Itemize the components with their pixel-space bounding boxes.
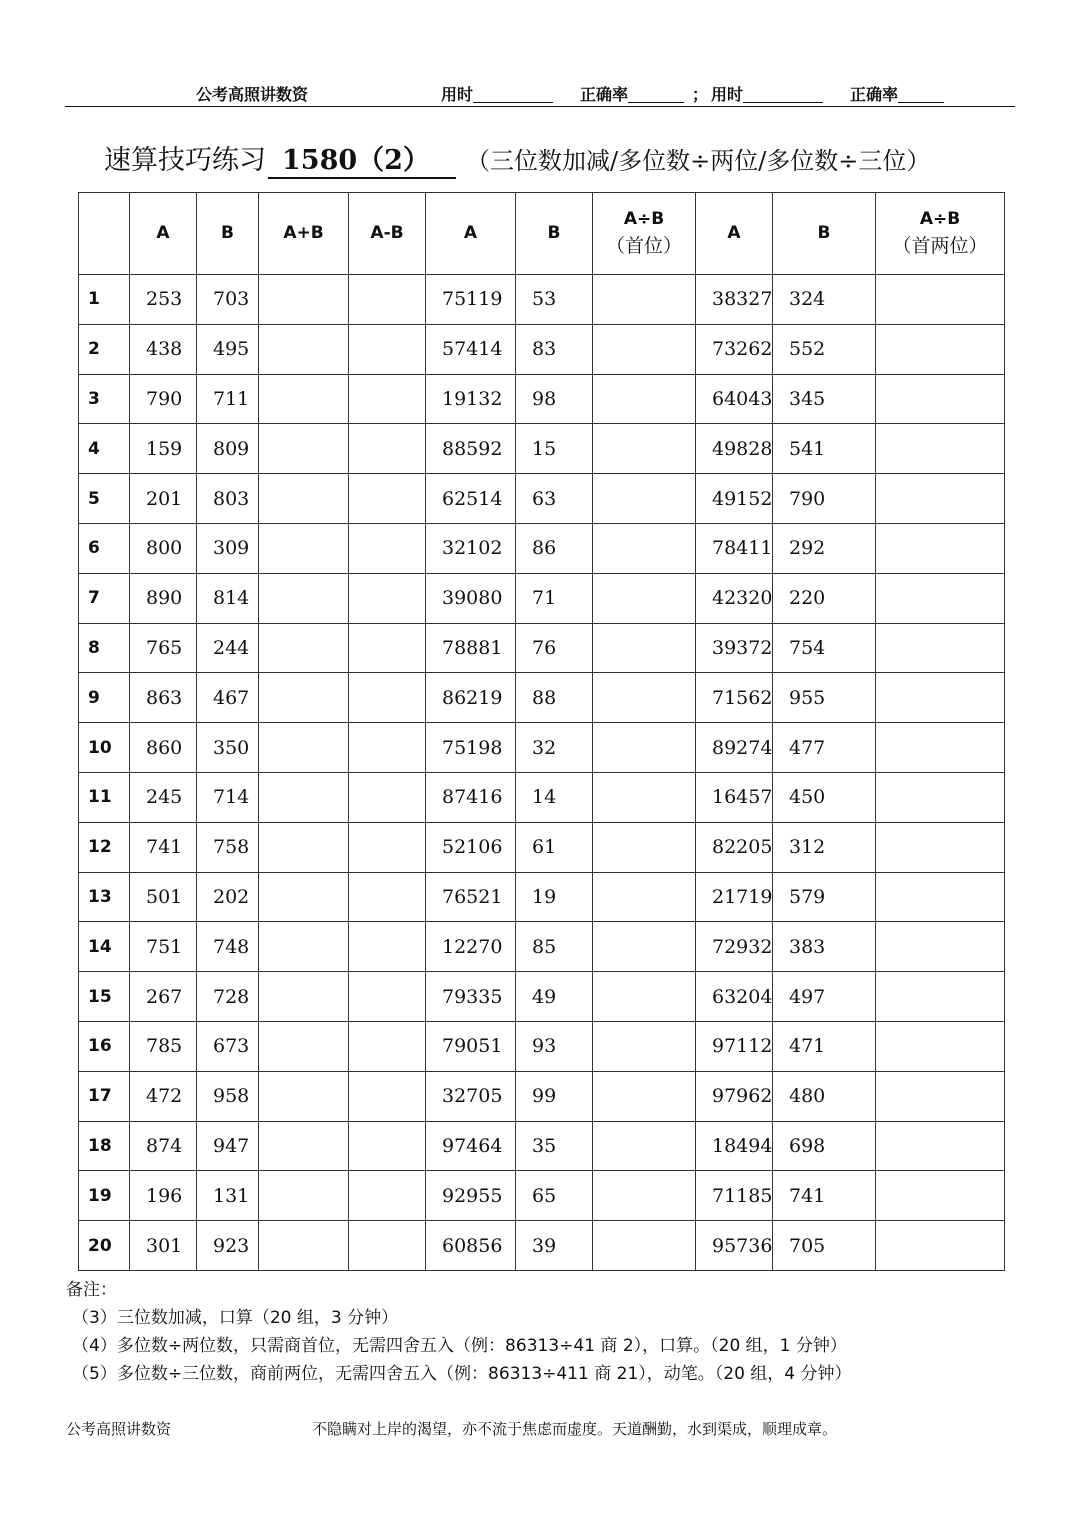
table-row [79, 523, 1005, 573]
cell-a-2: 75198 [426, 723, 516, 773]
row-index: 10 [79, 723, 130, 773]
cell-a-1: 253 [130, 275, 197, 325]
cell-a-2: 19132 [426, 374, 516, 424]
answer-diff[interactable] [349, 723, 426, 773]
answer-diff[interactable] [349, 1171, 426, 1221]
cell-a-1: 196 [130, 1171, 197, 1221]
cell-a-3: 39372 [696, 623, 773, 673]
cell-a-1: 765 [130, 623, 197, 673]
answer-sum[interactable] [259, 374, 349, 424]
row-index: 16 [79, 1021, 130, 1071]
cell-b-1: 350 [197, 723, 259, 773]
accuracy-field-1 [580, 82, 628, 105]
title-subtitle: （三位数加减/多位数÷两位/多位数÷三位） [466, 147, 931, 175]
cell-a-2: 76521 [426, 872, 516, 922]
cell-a-2: 57414 [426, 324, 516, 374]
cell-a-1: 890 [130, 573, 197, 623]
cell-b-2: 39 [516, 1221, 593, 1271]
answer-quotient-two[interactable] [876, 523, 1005, 573]
cell-b-2: 32 [516, 723, 593, 773]
cell-a-1: 245 [130, 772, 197, 822]
answer-diff[interactable] [349, 374, 426, 424]
cell-b-2: 65 [516, 1171, 593, 1221]
cell-a-2: 86219 [426, 673, 516, 723]
answer-diff[interactable] [349, 972, 426, 1022]
header-quotient-two-sub: （首两位） [892, 235, 988, 257]
cell-b-1: 711 [197, 374, 259, 424]
notes [66, 1276, 852, 1388]
cell-a-2: 62514 [426, 474, 516, 524]
row-index: 19 [79, 1171, 130, 1221]
cell-b-1: 803 [197, 474, 259, 524]
answer-quotient-first[interactable] [593, 673, 696, 723]
answer-diff[interactable] [349, 474, 426, 524]
answer-quotient-two[interactable] [876, 922, 1005, 972]
cell-a-2: 78881 [426, 623, 516, 673]
cell-b-2: 99 [516, 1071, 593, 1121]
cell-b-2: 98 [516, 374, 593, 424]
row-index: 6 [79, 523, 130, 573]
cell-a-3: 73262 [696, 324, 773, 374]
cell-b-3: 383 [773, 922, 876, 972]
cell-b-2: 61 [516, 822, 593, 872]
cell-a-1: 267 [130, 972, 197, 1022]
header-brand: 公考高照讲数资 [196, 85, 309, 104]
time-blank-1[interactable] [473, 86, 553, 103]
answer-sum[interactable] [259, 573, 349, 623]
answer-quotient-two[interactable] [876, 872, 1005, 922]
cell-b-1: 758 [197, 822, 259, 872]
row-index: 20 [79, 1221, 130, 1271]
row-index: 12 [79, 822, 130, 872]
table-row [79, 275, 1005, 325]
cell-b-1: 703 [197, 275, 259, 325]
note-item: （4）多位数÷两位数，只需商首位，无需四舍五入（例：86313÷41 商 2），口算。（20 组，1 分钟） [72, 1336, 847, 1356]
header-b-1: B [197, 193, 259, 275]
cell-a-1: 201 [130, 474, 197, 524]
answer-quotient-two[interactable] [876, 374, 1005, 424]
cell-b-3: 345 [773, 374, 876, 424]
cell-a-2: 32102 [426, 523, 516, 573]
answer-quotient-two[interactable] [876, 1121, 1005, 1171]
answer-quotient-two[interactable] [876, 623, 1005, 673]
accuracy-label-2: 正确率 [850, 85, 899, 104]
row-index: 11 [79, 772, 130, 822]
row-index: 4 [79, 424, 130, 474]
cell-a-1: 785 [130, 1021, 197, 1071]
answer-quotient-first[interactable] [593, 723, 696, 773]
answer-diff[interactable] [349, 1121, 426, 1171]
footer-motto: 不隐瞒对上岸的渴望，亦不流于焦虑而虚度。天道酬勤，水到渠成，顺理成章。 [312, 1420, 838, 1438]
answer-diff[interactable] [349, 772, 426, 822]
answer-sum[interactable] [259, 723, 349, 773]
cell-a-3: 95736 [696, 1221, 773, 1271]
time-field-2 [711, 82, 743, 105]
cell-b-3: 754 [773, 623, 876, 673]
cell-b-3: 312 [773, 822, 876, 872]
cell-a-3: 64043 [696, 374, 773, 424]
cell-b-2: 88 [516, 673, 593, 723]
cell-b-3: 552 [773, 324, 876, 374]
header-a-1: A [130, 193, 197, 275]
cell-a-1: 438 [130, 324, 197, 374]
row-index: 3 [79, 374, 130, 424]
cell-b-1: 495 [197, 324, 259, 374]
answer-quotient-two[interactable] [876, 723, 1005, 773]
answer-quotient-first[interactable] [593, 1021, 696, 1071]
page-header [0, 78, 1080, 106]
cell-a-1: 874 [130, 1121, 197, 1171]
answer-quotient-two[interactable] [876, 1171, 1005, 1221]
cell-a-3: 42320 [696, 573, 773, 623]
cell-b-1: 728 [197, 972, 259, 1022]
cell-b-3: 220 [773, 573, 876, 623]
title-code: 1580（2） [268, 138, 456, 179]
row-index: 2 [79, 324, 130, 374]
row-index: 18 [79, 1121, 130, 1171]
cell-b-2: 19 [516, 872, 593, 922]
cell-a-3: 49828 [696, 424, 773, 474]
cell-a-3: 16457 [696, 772, 773, 822]
header-quotient-first-sub: （首位） [605, 235, 682, 257]
answer-sum[interactable] [259, 275, 349, 325]
answer-quotient-two[interactable] [876, 573, 1005, 623]
row-index: 13 [79, 872, 130, 922]
cell-a-2: 97464 [426, 1121, 516, 1171]
cell-b-1: 814 [197, 573, 259, 623]
table-row [79, 374, 1005, 424]
row-index: 1 [79, 275, 130, 325]
table-row [79, 573, 1005, 623]
answer-quotient-two[interactable] [876, 275, 1005, 325]
table-row [79, 922, 1005, 972]
cell-b-3: 705 [773, 1221, 876, 1271]
cell-b-1: 202 [197, 872, 259, 922]
cell-a-2: 60856 [426, 1221, 516, 1271]
answer-sum[interactable] [259, 822, 349, 872]
header-b-2: B [516, 193, 593, 275]
cell-a-1: 501 [130, 872, 197, 922]
cell-a-2: 39080 [426, 573, 516, 623]
answer-sum[interactable] [259, 424, 349, 474]
footer-brand: 公考高照讲数资 [66, 1420, 172, 1438]
note-item: （5）多位数÷三位数，商前两位，无需四舍五入（例：86313÷411 商 21），动笔。（20 组，4 分钟） [72, 1364, 852, 1384]
table-row [79, 1221, 1005, 1271]
note-item: （3）三位数加减，口算（20 组，3 分钟） [72, 1308, 399, 1328]
answer-diff[interactable] [349, 673, 426, 723]
cell-a-1: 790 [130, 374, 197, 424]
cell-a-3: 63204 [696, 972, 773, 1022]
cell-b-3: 579 [773, 872, 876, 922]
cell-b-1: 714 [197, 772, 259, 822]
cell-b-1: 673 [197, 1021, 259, 1071]
answer-quotient-two[interactable] [876, 1221, 1005, 1271]
cell-b-1: 958 [197, 1071, 259, 1121]
answer-sum[interactable] [259, 1071, 349, 1121]
answer-quotient-two[interactable] [876, 474, 1005, 524]
answer-sum[interactable] [259, 523, 349, 573]
cell-a-1: 159 [130, 424, 197, 474]
answer-quotient-first[interactable] [593, 573, 696, 623]
cell-a-2: 52106 [426, 822, 516, 872]
cell-b-3: 450 [773, 772, 876, 822]
header-diff: A-B [349, 193, 426, 275]
answer-diff[interactable] [349, 573, 426, 623]
answer-diff[interactable] [349, 1071, 426, 1121]
cell-a-3: 97962 [696, 1071, 773, 1121]
answer-quotient-two[interactable] [876, 972, 1005, 1022]
cell-b-2: 63 [516, 474, 593, 524]
answer-quotient-first[interactable] [593, 523, 696, 573]
cell-b-3: 477 [773, 723, 876, 773]
table-row [79, 822, 1005, 872]
accuracy-blank-1[interactable] [628, 86, 684, 103]
cell-b-1: 809 [197, 424, 259, 474]
answer-diff[interactable] [349, 623, 426, 673]
answer-quotient-two[interactable] [876, 772, 1005, 822]
cell-a-2: 92955 [426, 1171, 516, 1221]
table-row [79, 772, 1005, 822]
cell-a-2: 79051 [426, 1021, 516, 1071]
cell-b-3: 698 [773, 1121, 876, 1171]
cell-b-1: 309 [197, 523, 259, 573]
cell-b-2: 53 [516, 275, 593, 325]
answer-quotient-first[interactable] [593, 324, 696, 374]
table-row [79, 1171, 1005, 1221]
answer-quotient-first[interactable] [593, 623, 696, 673]
cell-b-3: 955 [773, 673, 876, 723]
cell-b-2: 14 [516, 772, 593, 822]
answer-quotient-first[interactable] [593, 424, 696, 474]
notes-label: 备注： [66, 1280, 117, 1300]
answer-diff[interactable] [349, 424, 426, 474]
cell-a-1: 741 [130, 822, 197, 872]
answer-diff[interactable] [349, 822, 426, 872]
cell-b-3: 480 [773, 1071, 876, 1121]
page-title [104, 138, 930, 179]
answer-quotient-first[interactable] [593, 374, 696, 424]
accuracy-label-1: 正确率 [580, 85, 629, 104]
cell-b-3: 541 [773, 424, 876, 474]
answer-quotient-two[interactable] [876, 673, 1005, 723]
table-header-row [79, 193, 1005, 275]
cell-b-1: 131 [197, 1171, 259, 1221]
cell-a-3: 97112 [696, 1021, 773, 1071]
answer-diff[interactable] [349, 1021, 426, 1071]
answer-sum[interactable] [259, 673, 349, 723]
cell-b-2: 49 [516, 972, 593, 1022]
cell-a-2: 87416 [426, 772, 516, 822]
cell-b-3: 497 [773, 972, 876, 1022]
answer-quotient-first[interactable] [593, 1071, 696, 1121]
answer-sum[interactable] [259, 474, 349, 524]
header-b-3: B [773, 193, 876, 275]
title-main: 速算技巧练习 [104, 145, 266, 176]
cell-b-1: 923 [197, 1221, 259, 1271]
cell-b-2: 71 [516, 573, 593, 623]
table-row [79, 424, 1005, 474]
row-index: 14 [79, 922, 130, 972]
row-index: 8 [79, 623, 130, 673]
header-quotient-first-label: A÷B [623, 208, 665, 229]
answer-diff[interactable] [349, 872, 426, 922]
answer-sum[interactable] [259, 324, 349, 374]
answer-sum[interactable] [259, 922, 349, 972]
table-row [79, 1071, 1005, 1121]
cell-b-3: 790 [773, 474, 876, 524]
practice-table [78, 192, 1005, 1271]
answer-quotient-two[interactable] [876, 822, 1005, 872]
accuracy-field-2 [850, 82, 898, 105]
table-row [79, 1121, 1005, 1171]
cell-a-1: 301 [130, 1221, 197, 1271]
time-blank-2[interactable] [743, 86, 823, 103]
answer-quotient-two[interactable] [876, 324, 1005, 374]
time-label-2: 用时 [711, 85, 744, 104]
cell-a-1: 860 [130, 723, 197, 773]
header-a-2: A [426, 193, 516, 275]
cell-a-1: 472 [130, 1071, 197, 1121]
answer-quotient-first[interactable] [593, 1221, 696, 1271]
cell-a-3: 71562 [696, 673, 773, 723]
answer-quotient-two[interactable] [876, 424, 1005, 474]
row-index: 17 [79, 1071, 130, 1121]
answer-sum[interactable] [259, 1121, 349, 1171]
answer-sum[interactable] [259, 772, 349, 822]
cell-b-2: 35 [516, 1121, 593, 1171]
answer-sum[interactable] [259, 1221, 349, 1271]
cell-a-3: 72932 [696, 922, 773, 972]
header-divider [65, 106, 1015, 107]
answer-sum[interactable] [259, 872, 349, 922]
cell-b-1: 244 [197, 623, 259, 673]
answer-sum[interactable] [259, 1021, 349, 1071]
cell-a-3: 18494 [696, 1121, 773, 1171]
header-quotient-two [876, 193, 1005, 275]
header-quotient-first [593, 193, 696, 275]
header-sum: A+B [259, 193, 349, 275]
cell-a-3: 78411 [696, 523, 773, 573]
answer-diff[interactable] [349, 523, 426, 573]
answer-quotient-first[interactable] [593, 972, 696, 1022]
answer-quotient-two[interactable] [876, 1071, 1005, 1121]
answer-quotient-first[interactable] [593, 922, 696, 972]
answer-sum[interactable] [259, 972, 349, 1022]
cell-a-2: 88592 [426, 424, 516, 474]
cell-a-1: 800 [130, 523, 197, 573]
accuracy-blank-2[interactable] [898, 86, 944, 103]
answer-quotient-first[interactable] [593, 474, 696, 524]
cell-b-1: 748 [197, 922, 259, 972]
answer-quotient-first[interactable] [593, 772, 696, 822]
cell-a-2: 75119 [426, 275, 516, 325]
header-index [79, 193, 130, 275]
header-quotient-two-label: A÷B [919, 208, 961, 229]
cell-a-3: 21719 [696, 872, 773, 922]
cell-a-3: 89274 [696, 723, 773, 773]
row-index: 5 [79, 474, 130, 524]
cell-b-2: 93 [516, 1021, 593, 1071]
table-row [79, 972, 1005, 1022]
row-index: 9 [79, 673, 130, 723]
cell-a-3: 49152 [696, 474, 773, 524]
cell-b-3: 324 [773, 275, 876, 325]
table-row [79, 324, 1005, 374]
answer-sum[interactable] [259, 1171, 349, 1221]
answer-diff[interactable] [349, 1221, 426, 1271]
cell-b-3: 471 [773, 1021, 876, 1071]
header-a-3: A [696, 193, 773, 275]
cell-b-1: 947 [197, 1121, 259, 1171]
table-row [79, 723, 1005, 773]
table-row [79, 1021, 1005, 1071]
table-row [79, 474, 1005, 524]
answer-quotient-first[interactable] [593, 1171, 696, 1221]
cell-b-3: 292 [773, 523, 876, 573]
cell-a-2: 79335 [426, 972, 516, 1022]
answer-sum[interactable] [259, 623, 349, 673]
header-separator: ； [692, 85, 709, 104]
table-row [79, 872, 1005, 922]
cell-a-1: 863 [130, 673, 197, 723]
cell-a-1: 751 [130, 922, 197, 972]
answer-quotient-first[interactable] [593, 1121, 696, 1171]
cell-a-3: 71185 [696, 1171, 773, 1221]
answer-quotient-two[interactable] [876, 1021, 1005, 1071]
cell-b-2: 15 [516, 424, 593, 474]
cell-b-1: 467 [197, 673, 259, 723]
cell-b-2: 86 [516, 523, 593, 573]
answer-quotient-first[interactable] [593, 822, 696, 872]
cell-a-2: 32705 [426, 1071, 516, 1121]
answer-diff[interactable] [349, 275, 426, 325]
time-field-1 [441, 82, 473, 105]
answer-diff[interactable] [349, 324, 426, 374]
table-row [79, 673, 1005, 723]
row-index: 15 [79, 972, 130, 1022]
row-index: 7 [79, 573, 130, 623]
answer-quotient-first[interactable] [593, 275, 696, 325]
cell-b-2: 76 [516, 623, 593, 673]
cell-b-2: 85 [516, 922, 593, 972]
cell-b-3: 741 [773, 1171, 876, 1221]
table-row [79, 623, 1005, 673]
cell-a-2: 12270 [426, 922, 516, 972]
answer-quotient-first[interactable] [593, 872, 696, 922]
cell-a-3: 82205 [696, 822, 773, 872]
cell-a-3: 38327 [696, 275, 773, 325]
answer-diff[interactable] [349, 922, 426, 972]
time-label-1: 用时 [441, 85, 474, 104]
cell-b-2: 83 [516, 324, 593, 374]
